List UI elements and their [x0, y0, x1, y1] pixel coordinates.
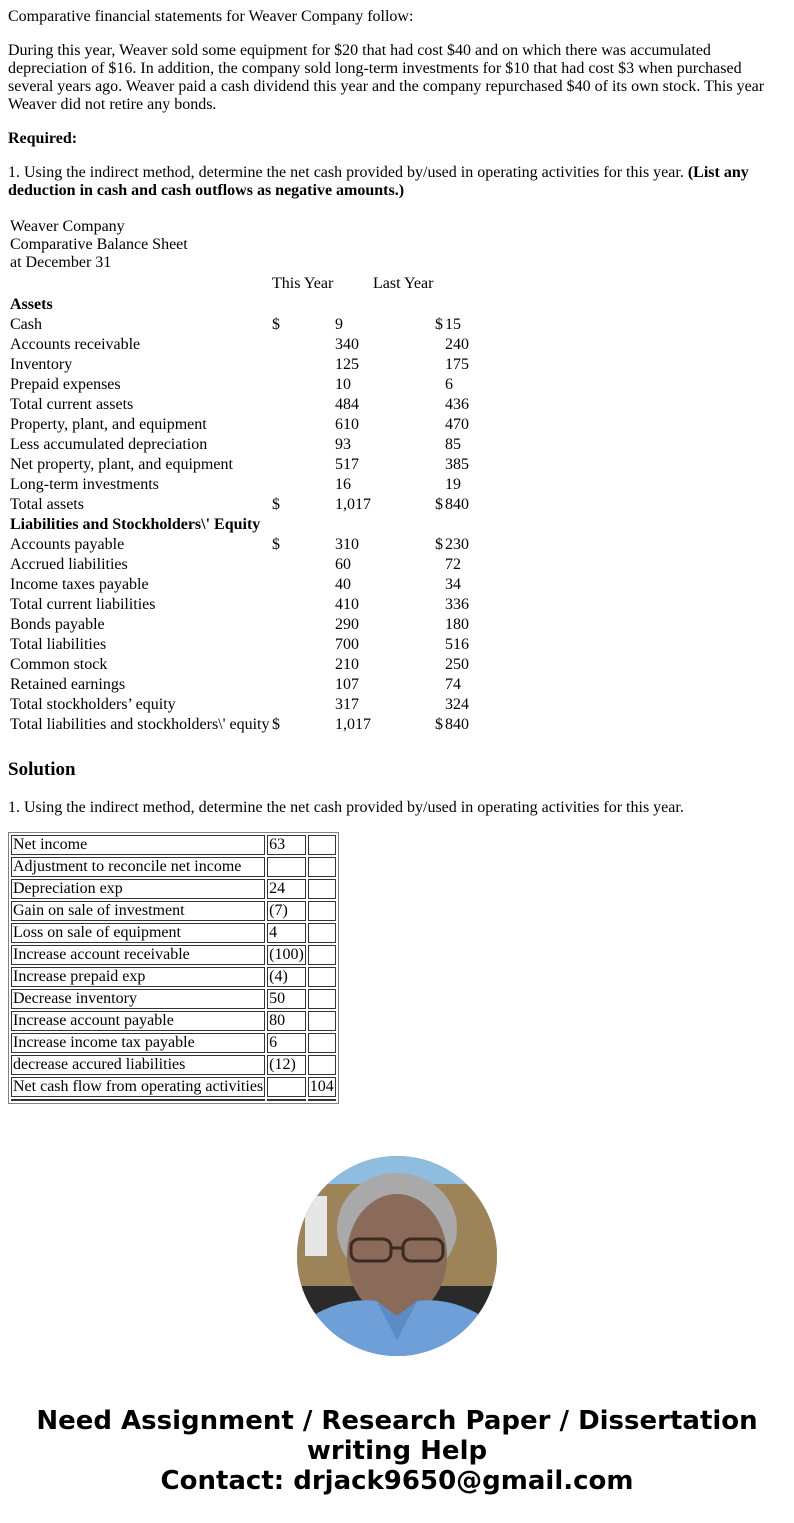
- balance-sheet-rows: [8, 295, 786, 735]
- last-year-value: 19: [445, 476, 461, 493]
- table-row: [11, 967, 336, 987]
- balance-sheet-row: [8, 375, 786, 395]
- table-row: [11, 923, 336, 943]
- table-row: [11, 901, 336, 921]
- balance-sheet-company: Weaver Company: [10, 218, 125, 235]
- this-year-value: 10: [335, 376, 351, 393]
- table-row: [11, 879, 336, 899]
- balance-sheet-row: [8, 475, 786, 495]
- last-year-value: 6: [445, 376, 453, 393]
- this-year-currency: $: [272, 716, 280, 733]
- this-year-currency: $: [272, 316, 280, 333]
- row-label: Common stock: [10, 656, 108, 673]
- empty-cell: [308, 1099, 336, 1101]
- row-amount: 63: [267, 835, 306, 855]
- this-year-value: 410: [335, 596, 359, 613]
- row-label: Total liabilities: [10, 636, 107, 653]
- balance-sheet-row: [8, 675, 786, 695]
- last-year-value: 840: [445, 716, 469, 733]
- row-total: [308, 989, 336, 1009]
- row-total: [308, 1033, 336, 1053]
- table-row: [11, 1055, 336, 1075]
- last-year-value: 385: [445, 456, 469, 473]
- this-year-value: 60: [335, 556, 351, 573]
- balance-sheet: [8, 218, 786, 735]
- balance-sheet-row: [8, 335, 786, 355]
- question-1-text: 1. Using the indirect method, determine the net cash provided by/used in operating activities for this year.: [8, 164, 688, 181]
- row-label: Total current liabilities: [10, 596, 156, 613]
- row-amount: 4: [267, 923, 306, 943]
- row-label: Adjustment to reconcile net income: [11, 857, 265, 877]
- last-year-value: 840: [445, 496, 469, 513]
- balance-sheet-row: [8, 555, 786, 575]
- row-amount: 50: [267, 989, 306, 1009]
- table-row-empty: [11, 1099, 336, 1101]
- balance-sheet-row: [8, 615, 786, 635]
- balance-sheet-title: Comparative Balance Sheet: [10, 236, 188, 253]
- balance-sheet-row: [8, 395, 786, 415]
- this-year-value: 1,017: [335, 716, 371, 733]
- last-year-value: 15: [445, 316, 461, 333]
- row-total: [308, 879, 336, 899]
- this-year-value: 1,017: [335, 496, 371, 513]
- row-label: Less accumulated depreciation: [10, 436, 208, 453]
- balance-sheet-row: [8, 315, 786, 335]
- last-year-value: 516: [445, 636, 469, 653]
- column-last-year: Last Year: [373, 275, 434, 292]
- row-label: Prepaid expenses: [10, 376, 121, 393]
- last-year-currency: $: [435, 536, 443, 553]
- this-year-currency: $: [272, 536, 280, 553]
- balance-sheet-column-headers: [8, 273, 786, 295]
- balance-sheet-row: [8, 695, 786, 715]
- last-year-value: 436: [445, 396, 469, 413]
- row-label: Increase account payable: [11, 1011, 265, 1031]
- solution-heading: Solution: [8, 759, 76, 780]
- solution-question-1: 1. Using the indirect method, determine the net cash provided by/used in operating activities for this year.: [8, 799, 684, 816]
- problem-description: During this year, Weaver sold some equipment for $20 that had cost $40 and on which there was accumulated depreciation of $16. In addition, the company sold long-term investments for $10 that had cost $3 when purchased several years ago. Weaver paid a cash dividend this year and the company repurchased $40 of its own stock. This year Weaver did not retire any bonds.: [8, 42, 765, 113]
- this-year-value: 210: [335, 656, 359, 673]
- column-this-year: This Year: [272, 275, 334, 292]
- this-year-value: 9: [335, 316, 343, 333]
- row-label: Net property, plant, and equipment: [10, 456, 233, 473]
- person-photo-icon: [297, 1156, 497, 1356]
- row-amount: 24: [267, 879, 306, 899]
- balance-sheet-row: [8, 515, 786, 535]
- table-row: [11, 989, 336, 1009]
- balance-sheet-row: [8, 415, 786, 435]
- avatar: [297, 1156, 497, 1356]
- row-amount: [267, 857, 306, 877]
- row-label: Increase income tax payable: [11, 1033, 265, 1053]
- row-total: [308, 835, 336, 855]
- last-year-value: 180: [445, 616, 469, 633]
- this-year-value: 610: [335, 416, 359, 433]
- this-year-value: 16: [335, 476, 351, 493]
- last-year-value: 336: [445, 596, 469, 613]
- balance-sheet-row: [8, 535, 786, 555]
- this-year-value: 125: [335, 356, 359, 373]
- this-year-value: 700: [335, 636, 359, 653]
- row-label: decrease accured liabilities: [11, 1055, 265, 1075]
- row-total: [308, 945, 336, 965]
- table-row: [11, 1077, 336, 1097]
- table-row: [11, 857, 336, 877]
- row-label: Total liabilities and stockholders\' equity: [10, 716, 270, 733]
- this-year-value: 484: [335, 396, 359, 413]
- this-year-currency: $: [272, 496, 280, 513]
- balance-sheet-row: [8, 495, 786, 515]
- intro-text: Comparative financial statements for Weaver Company follow:: [8, 8, 414, 25]
- row-label: Income taxes payable: [10, 576, 149, 593]
- last-year-value: 250: [445, 656, 469, 673]
- row-label: Bonds payable: [10, 616, 105, 633]
- row-label: Property, plant, and equipment: [10, 416, 207, 433]
- row-total: [308, 901, 336, 921]
- this-year-value: 517: [335, 456, 359, 473]
- this-year-value: 93: [335, 436, 351, 453]
- row-label: Liabilities and Stockholders\' Equity: [10, 516, 261, 533]
- balance-sheet-date: at December 31: [10, 254, 112, 271]
- row-label: Net cash flow from operating activities: [13, 1078, 264, 1095]
- this-year-value: 107: [335, 676, 359, 693]
- row-label: Accrued liabilities: [10, 556, 128, 573]
- table-row: [11, 1033, 336, 1053]
- last-year-value: 175: [445, 356, 469, 373]
- last-year-value: 34: [445, 576, 461, 593]
- last-year-currency: $: [435, 496, 443, 513]
- balance-sheet-row: [8, 355, 786, 375]
- last-year-value: 230: [445, 536, 469, 553]
- operating-cash-flow-table: [8, 832, 339, 1104]
- last-year-value: 470: [445, 416, 469, 433]
- row-label: Inventory: [10, 356, 73, 373]
- row-label: Assets: [10, 296, 53, 313]
- table-row: [11, 1011, 336, 1031]
- table-row: [11, 945, 336, 965]
- last-year-value: 72: [445, 556, 461, 573]
- this-year-value: 290: [335, 616, 359, 633]
- this-year-value: 340: [335, 336, 359, 353]
- balance-sheet-row: [8, 575, 786, 595]
- avatar-container: [0, 1156, 794, 1356]
- row-label: Long-term investments: [10, 476, 159, 493]
- this-year-value: 317: [335, 696, 359, 713]
- last-year-currency: $: [435, 316, 443, 333]
- row-label: Accounts receivable: [10, 336, 141, 353]
- last-year-value: 85: [445, 436, 461, 453]
- row-label: Loss on sale of equipment: [11, 923, 265, 943]
- empty-cell: [11, 1099, 265, 1101]
- balance-sheet-row: [8, 295, 786, 315]
- row-label: Cash: [10, 316, 42, 333]
- row-total: [308, 967, 336, 987]
- balance-sheet-row: [8, 655, 786, 675]
- row-total: 104: [309, 1078, 334, 1095]
- row-total: [308, 857, 336, 877]
- row-total: [308, 1011, 336, 1031]
- row-label: Increase prepaid exp: [11, 967, 265, 987]
- row-amount: (100): [269, 946, 304, 963]
- row-label: Accounts payable: [10, 536, 125, 553]
- question-1: [8, 164, 786, 200]
- row-label: Total current assets: [10, 396, 134, 413]
- footer-line-1: Need Assignment / Research Paper / Dissertation writing Help: [36, 1406, 758, 1466]
- balance-sheet-row: [8, 715, 786, 735]
- last-year-value: 240: [445, 336, 469, 353]
- row-label: Retained earnings: [10, 676, 126, 693]
- footer-contact: Contact: drjack9650@gmail.com: [160, 1466, 634, 1496]
- this-year-value: 40: [335, 576, 351, 593]
- row-amount: (12): [267, 1055, 306, 1075]
- balance-sheet-row: [8, 455, 786, 475]
- last-year-value: 324: [445, 696, 469, 713]
- this-year-value: 310: [335, 536, 359, 553]
- footer-advert: [0, 1406, 794, 1496]
- balance-sheet-row: [8, 595, 786, 615]
- balance-sheet-row: [8, 635, 786, 655]
- last-year-value: 74: [445, 676, 461, 693]
- row-label: Total assets: [10, 496, 84, 513]
- row-amount: (7): [267, 901, 306, 921]
- empty-cell: [267, 1099, 306, 1101]
- last-year-currency: $: [435, 716, 443, 733]
- row-total: [308, 1055, 336, 1075]
- row-amount: 80: [267, 1011, 306, 1031]
- row-amount: 6: [267, 1033, 306, 1053]
- table-row: [11, 835, 336, 855]
- row-label: Net income: [11, 835, 265, 855]
- row-amount: (4): [267, 967, 306, 987]
- row-label: Depreciation exp: [11, 879, 265, 899]
- row-label: Total stockholders’ equity: [10, 696, 176, 713]
- required-label: Required:: [8, 130, 78, 147]
- row-label: Decrease inventory: [11, 989, 265, 1009]
- row-total: [308, 923, 336, 943]
- question-1-note: (List any deduction in cash and cash outflows as negative amounts.): [8, 164, 749, 199]
- row-label: Increase account receivable: [11, 945, 265, 965]
- row-amount: [267, 1077, 306, 1097]
- row-label: Gain on sale of investment: [11, 901, 265, 921]
- balance-sheet-row: [8, 435, 786, 455]
